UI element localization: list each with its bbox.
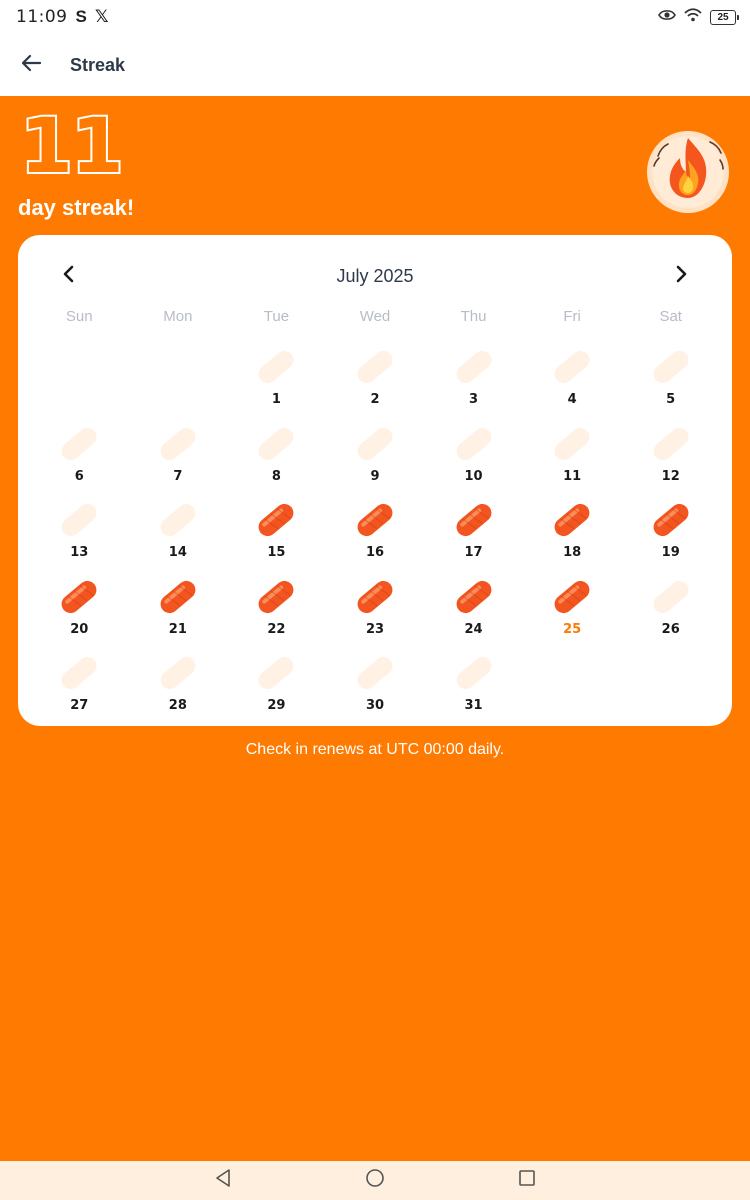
calendar-empty-cell (30, 340, 129, 417)
calendar-day-number: 14 (168, 545, 187, 560)
streak-pill-active-icon (549, 497, 595, 543)
checkin-note: Check in renews at UTC 00:00 daily. (245, 741, 505, 758)
calendar-day-number: 10 (464, 468, 483, 484)
calendar-day-number: 11 (563, 468, 582, 484)
calendar-day-number: 12 (661, 468, 680, 484)
page-title: Streak (70, 54, 126, 75)
weekday-header (30, 308, 720, 325)
calendar-day[interactable] (621, 570, 720, 647)
streak-label: day streak! (18, 195, 135, 220)
battery-icon: 25 (710, 10, 736, 25)
calendar-card (18, 235, 732, 726)
calendar-day[interactable] (424, 570, 523, 647)
triangle-back-icon (214, 1168, 232, 1193)
nav-back-button[interactable] (212, 1170, 234, 1192)
calendar-day[interactable] (621, 493, 720, 570)
streak-pill-active-icon (352, 574, 398, 620)
arrow-left-icon (20, 54, 42, 77)
calendar-day[interactable] (129, 417, 228, 494)
streak-pill-inactive-icon (451, 421, 497, 467)
calendar-day[interactable] (30, 417, 129, 494)
status-time: 11:09 (16, 7, 68, 27)
streak-pill-inactive-icon (352, 344, 398, 390)
streak-pill-active-icon (451, 574, 497, 620)
calendar-day-number: 1 (271, 392, 281, 407)
weekday-tue: Tue (263, 308, 290, 325)
calendar-day-number: 8 (271, 468, 281, 484)
calendar-day-number: 20 (70, 621, 89, 637)
calendar-day[interactable] (30, 570, 129, 647)
x-icon: 𝕏 (94, 7, 109, 26)
nav-recents-button[interactable] (516, 1170, 538, 1192)
streak-pill-inactive-icon (253, 650, 299, 696)
streak-pill-active-icon (352, 497, 398, 543)
calendar-day-number: 29 (267, 698, 286, 713)
next-month-button[interactable] (670, 261, 694, 291)
streak-pill-inactive-icon (648, 574, 694, 620)
system-nav-bar (0, 1161, 750, 1200)
calendar-day-number: 4 (567, 392, 577, 407)
streak-count: 11 (20, 101, 122, 190)
streak-pill-active-icon (648, 497, 694, 543)
streak-pill-inactive-icon (352, 650, 398, 696)
calendar-day[interactable] (523, 493, 622, 570)
calendar-day-number: 30 (365, 698, 385, 713)
calendar-day-number: 9 (370, 468, 380, 484)
streak-pill-active-icon (56, 574, 102, 620)
calendar-day[interactable] (621, 340, 720, 417)
calendar-day[interactable] (523, 570, 622, 647)
nav-home-button[interactable] (364, 1170, 386, 1192)
square-recents-icon (518, 1169, 536, 1192)
status-left (16, 7, 109, 27)
calendar-day-number: 28 (168, 698, 187, 713)
streak-pill-active-icon (451, 497, 497, 543)
calendar-day[interactable] (227, 570, 326, 647)
calendar-empty-cell (129, 340, 228, 417)
calendar-day-number: 19 (661, 545, 680, 560)
calendar-day-number: 26 (661, 621, 680, 637)
calendar-day[interactable] (523, 417, 622, 494)
calendar-day[interactable] (326, 570, 425, 647)
weekday-wed: Wed (359, 308, 391, 325)
calendar-day-number: 15 (267, 545, 286, 560)
weekday-fri: Fri (563, 308, 581, 325)
status-right (658, 8, 736, 27)
prev-month-button[interactable] (56, 261, 80, 291)
skype-icon: S (75, 7, 87, 26)
calendar-day[interactable] (326, 646, 425, 723)
chevron-right-icon (676, 265, 688, 288)
calendar-day[interactable] (129, 493, 228, 570)
fire-icon (640, 120, 736, 216)
calendar-day[interactable] (30, 493, 129, 570)
streak-pill-inactive-icon (155, 497, 201, 543)
eye-icon (658, 8, 676, 27)
calendar-day[interactable] (424, 417, 523, 494)
calendar-day[interactable] (424, 493, 523, 570)
calendar-day-number: 5 (666, 392, 676, 407)
calendar-day-number: 23 (365, 621, 385, 637)
streak-pill-inactive-icon (549, 344, 595, 390)
streak-pill-inactive-icon (56, 650, 102, 696)
streak-pill-inactive-icon (155, 650, 201, 696)
calendar-day[interactable] (523, 340, 622, 417)
back-button[interactable] (0, 34, 62, 96)
streak-pill-active-icon (155, 574, 201, 620)
month-title: July 2025 (336, 265, 414, 286)
calendar-nav (18, 261, 732, 291)
weekday-mon: Mon (163, 308, 193, 325)
streak-pill-inactive-icon (648, 344, 694, 390)
weekday-sat: Sat (659, 308, 682, 325)
streak-pill-inactive-icon (253, 344, 299, 390)
wifi-icon (684, 8, 702, 27)
chevron-left-icon (62, 265, 74, 288)
calendar-day-number: 3 (469, 392, 479, 407)
status-bar (0, 0, 750, 34)
streak-pill-inactive-icon (549, 421, 595, 467)
calendar-day-number: 2 (370, 392, 380, 407)
calendar-day-number: 25 (563, 621, 582, 637)
streak-pill-active-icon (253, 497, 299, 543)
calendar-day-number: 31 (464, 698, 483, 713)
calendar-day[interactable] (227, 340, 326, 417)
weekday-sun: Sun (65, 308, 93, 325)
streak-pill-inactive-icon (451, 650, 497, 696)
calendar-day[interactable] (326, 493, 425, 570)
calendar-day[interactable] (326, 417, 425, 494)
streak-pill-inactive-icon (648, 421, 694, 467)
calendar-day-number: 24 (464, 621, 483, 637)
calendar-day[interactable] (129, 646, 228, 723)
streak-pill-inactive-icon (56, 497, 102, 543)
calendar-day[interactable] (227, 646, 326, 723)
calendar-day[interactable] (621, 417, 720, 494)
calendar-day-number: 16 (365, 545, 385, 560)
calendar-day-number: 7 (173, 468, 183, 484)
calendar-day-number: 17 (464, 545, 483, 560)
streak-pill-inactive-icon (253, 421, 299, 467)
circle-home-icon (365, 1168, 385, 1193)
calendar-day[interactable] (227, 417, 326, 494)
streak-pill-active-icon (253, 574, 299, 620)
app-header (0, 34, 750, 96)
calendar-day[interactable] (129, 570, 228, 647)
streak-pill-inactive-icon (56, 421, 102, 467)
calendar-day-number: 21 (168, 621, 187, 637)
calendar-day[interactable] (326, 340, 425, 417)
calendar-grid (30, 340, 720, 723)
calendar-day-number: 27 (70, 698, 89, 713)
calendar-day-number: 6 (74, 468, 84, 484)
calendar-day-number: 13 (70, 545, 89, 560)
weekday-thu: Thu (460, 308, 487, 325)
streak-pill-inactive-icon (352, 421, 398, 467)
calendar-day[interactable] (424, 340, 523, 417)
calendar-day[interactable] (30, 646, 129, 723)
streak-pill-active-icon (549, 574, 595, 620)
streak-pill-inactive-icon (451, 344, 497, 390)
calendar-day[interactable] (424, 646, 523, 723)
streak-pill-inactive-icon (155, 421, 201, 467)
calendar-day[interactable] (227, 493, 326, 570)
calendar-day-number: 18 (563, 545, 582, 560)
calendar-day-number: 22 (267, 621, 286, 637)
